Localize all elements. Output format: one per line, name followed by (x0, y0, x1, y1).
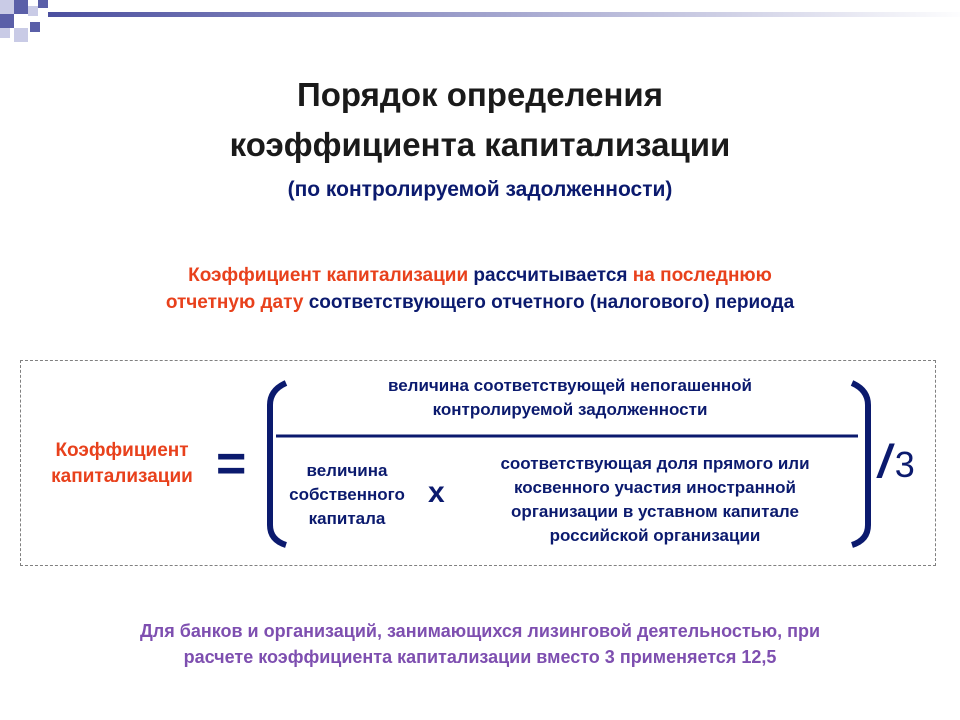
denom-left-line1: величина (306, 461, 388, 480)
numerator-line1: величина соответствующей непогашенной (387, 376, 753, 395)
banks-leasing-note (0, 618, 960, 670)
denom-left-line3: капитала (308, 509, 386, 528)
note-line2: расчете коэффициента капитализации вместо 3 применяется 12,5 (183, 647, 777, 667)
formula-lhs-line2: капитализации (51, 466, 193, 487)
denom-right-line3: организации в уставном капитале (511, 502, 799, 521)
denom-left-line2: собственного (289, 485, 405, 504)
calculation-statement (0, 262, 960, 316)
divisor-value: 3 (894, 444, 915, 485)
divisor (878, 436, 915, 498)
page-title-line1: Порядок определения (297, 76, 663, 113)
statement-text: рассчитывается (468, 265, 633, 286)
header-decoration (0, 0, 960, 60)
denominator-equity (272, 459, 422, 531)
denom-right-line1: соответствующая доля прямого или (500, 454, 810, 473)
statement-date: на последнюю (632, 265, 772, 286)
note-line1: Для банков и организаций, занимающихся лизинговой деятельностью, при (139, 621, 821, 641)
denominator-share (455, 452, 855, 548)
page-title-line2: коэффициента капитализации (229, 126, 731, 163)
formula-lhs (22, 438, 222, 490)
formula-numerator (285, 374, 855, 422)
statement-period: соответствующего отчетного (налогового) периода (303, 292, 795, 313)
equals-sign: = (216, 435, 247, 493)
numerator-line2: контролируемой задолженности (432, 400, 708, 419)
denom-right-line4: российской организации (549, 526, 761, 545)
divide-sign: / (878, 435, 891, 487)
multiply-sign: х (428, 476, 445, 509)
page-subtitle: (по контролируемой задолженности) (287, 178, 673, 201)
formula-lhs-line1: Коэффициент (55, 440, 189, 461)
statement-date-cont: отчетную дату (165, 292, 304, 313)
statement-term: Коэффициент капитализации (188, 265, 469, 286)
denom-right-line2: косвенного участия иностранной (514, 478, 796, 497)
